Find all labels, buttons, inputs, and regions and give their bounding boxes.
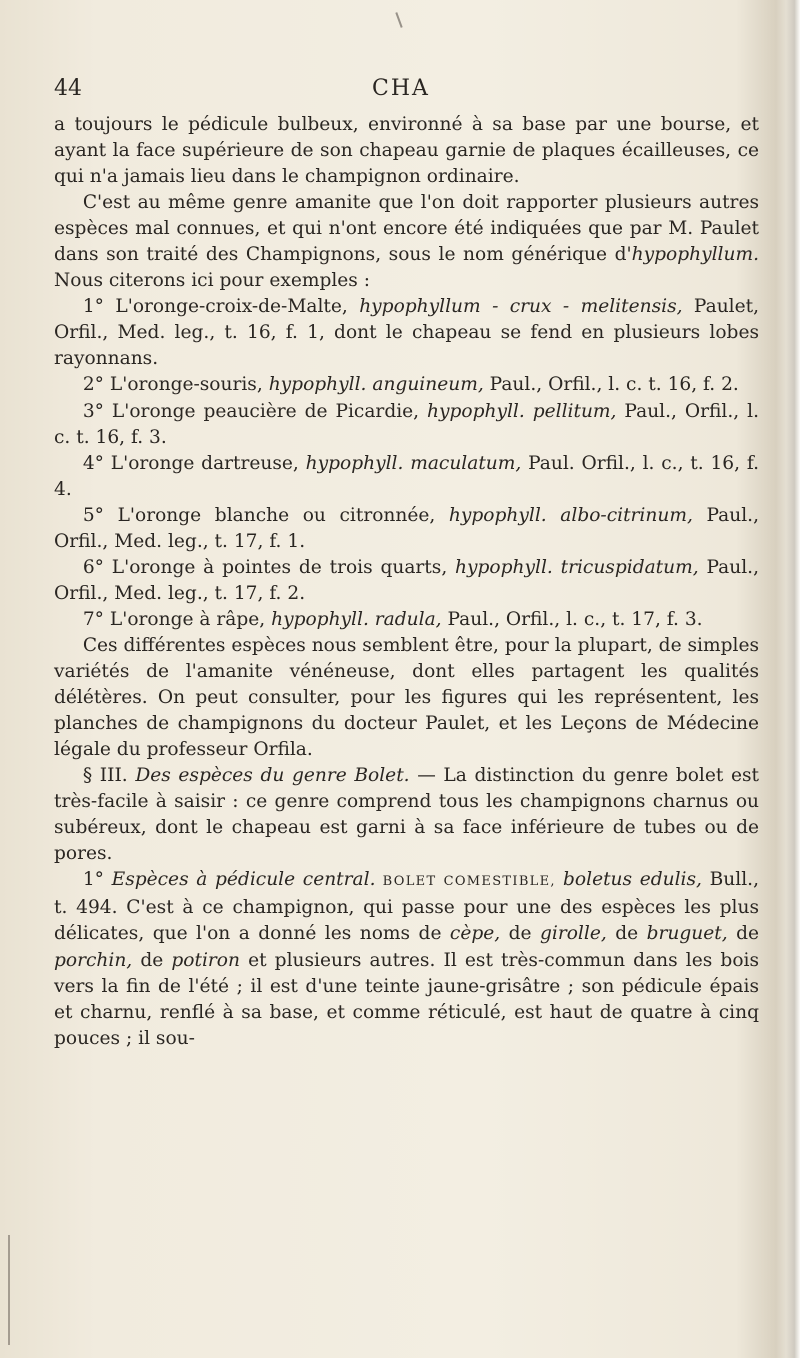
species-description: et plusieurs autres. Il est très-commun dans les bois vers la fin de l'été ; il est d'une teinte jaune-grisâtre ; son pédicule épais et charnu, renflé à sa base, et comme réticulé, est haut de quatre à cinq pouces ; il sou- [54,949,760,1049]
list-item-5 [54,503,759,555]
paragraph-2-text: C'est au même genre amanite que l'on doit rapporter plusieurs autres espèces mal connues, et qui n'ont encore été indiquées que par M. Paulet dans son traité des Champignons, sous le nom générique d' [54,192,759,266]
item-6-latin: hypophyll. tricuspidatum, [455,556,699,578]
species-heading: Espèces à pédicule central. [111,869,376,891]
margin-rule [8,1235,10,1345]
item-4-latin: hypophyll. maculatum, [305,452,522,474]
alt-name-bruguet: bruguet, [646,923,728,945]
item-7-latin: hypophyll. radula, [271,608,442,630]
page-header [54,76,744,106]
running-head: CHA [372,76,430,101]
item-5-common: 5° L'oronge blanche ou citronnée, [82,504,449,526]
paragraph-3-text: Ces différentes espèces nous semblent être, pour la plupart, de simples variétés de l'amanite vénéneuse, dont elles partagent les qualités délétères. On peut consulter, pour les figures qui les représentent, les planches de champignons du docteur Paulet, et les Leçons de Médecine légale du professeur Orfila. [54,634,760,761]
item-4-common: 4° L'oronge dartreuse, [82,452,306,474]
paragraph-3 [54,633,759,763]
item-1-common: 1° L'oronge-croix-de-Malte, [82,296,360,318]
item-2-common: 2° L'oronge-souris, [82,374,269,396]
list-item-6 [54,555,759,607]
body-text [54,112,759,1052]
species-latin: boletus edulis, [563,869,702,891]
genus-name: hypophyllum. [631,244,759,266]
species-number: 1° [82,869,112,891]
species-text: Bull., t. 494. C'est à ce champignon, qui passe pour une des espèces les plus délicates, que l'on a donné les noms de [54,869,759,945]
item-5-latin: hypophyll. albo-citrinum, [448,504,693,526]
item-3-latin: hypophyll. pellitum, [427,400,617,422]
section-3 [54,763,759,867]
connector-3: de [727,923,759,945]
paragraph-1-text: a toujours le pédicule bulbeux, environné à sa base par une bourse, et ayant la face supérieure de son chapeau garnie de plaques écailleuses, ce qui n'a jamais lieu dans le champignon ordinaire. [54,114,759,188]
item-1-ref: Paulet, Orfil., Med. leg., t. 16, f. 1, dont le chapeau se fend en plusieurs lobes rayonnans. [54,296,760,370]
section-number: § III. [82,765,136,787]
item-7-common: 7° L'oronge à râpe, [82,608,272,630]
item-7-ref: Paul., Orfil., l. c., t. 17, f. 3. [441,608,703,630]
list-item-1 [54,294,759,372]
page-edge-shadow [786,0,800,1358]
paragraph-species [54,867,759,1051]
list-item-4 [54,451,759,503]
item-3-ref: Paul., Orfil., l. c. t. 16, f. 3. [54,400,759,448]
alt-name-porchin: porchin, [54,949,133,971]
page-number: 44 [54,76,82,101]
item-2-latin: hypophyll. anguineum, [268,374,484,396]
paragraph-2-tail: Nous citerons ici pour exemples : [54,270,371,292]
list-item-7 [54,607,759,633]
list-item-3 [54,399,759,451]
list-item-2 [54,372,759,398]
item-5-ref: Paul., Orfil., Med. leg., t. 17, f. 1. [54,504,759,552]
connector-1: de [500,923,540,945]
item-4-ref: Paul. Orfil., l. c., t. 16, f. 4. [54,452,759,500]
item-6-common: 6° L'oronge à pointes de trois quarts, [82,556,456,578]
section-3-text: — La distinction du genre bolet est très-facile à saisir : ce genre comprend tous les champignons charnus ou subéreux, dont le chapeau est garni à sa face inférieure de tubes ou de pores. [54,765,759,865]
item-6-ref: Paul., Orfil., Med. leg., t. 17, f. 2. [54,556,759,604]
alt-name-cepe: cèpe, [449,923,501,945]
alt-name-potiron: potiron [171,949,240,971]
species-name: BOLET COMESTIBLE, [375,874,564,890]
item-1-latin: hypophyllum - crux - melitensis, [359,296,683,318]
paragraph-1 [54,112,759,190]
alt-name-girolle: girolle, [540,923,607,945]
connector-4: de [132,949,172,971]
item-3-common: 3° L'oronge peaucière de Picardie, [82,400,428,422]
item-2-ref: Paul., Orfil., l. c. t. 16, f. 2. [483,374,739,396]
paragraph-2 [54,190,759,294]
connector-2: de [606,923,647,945]
section-title: Des espèces du genre Bolet. [135,765,410,787]
ink-mark [395,12,402,28]
